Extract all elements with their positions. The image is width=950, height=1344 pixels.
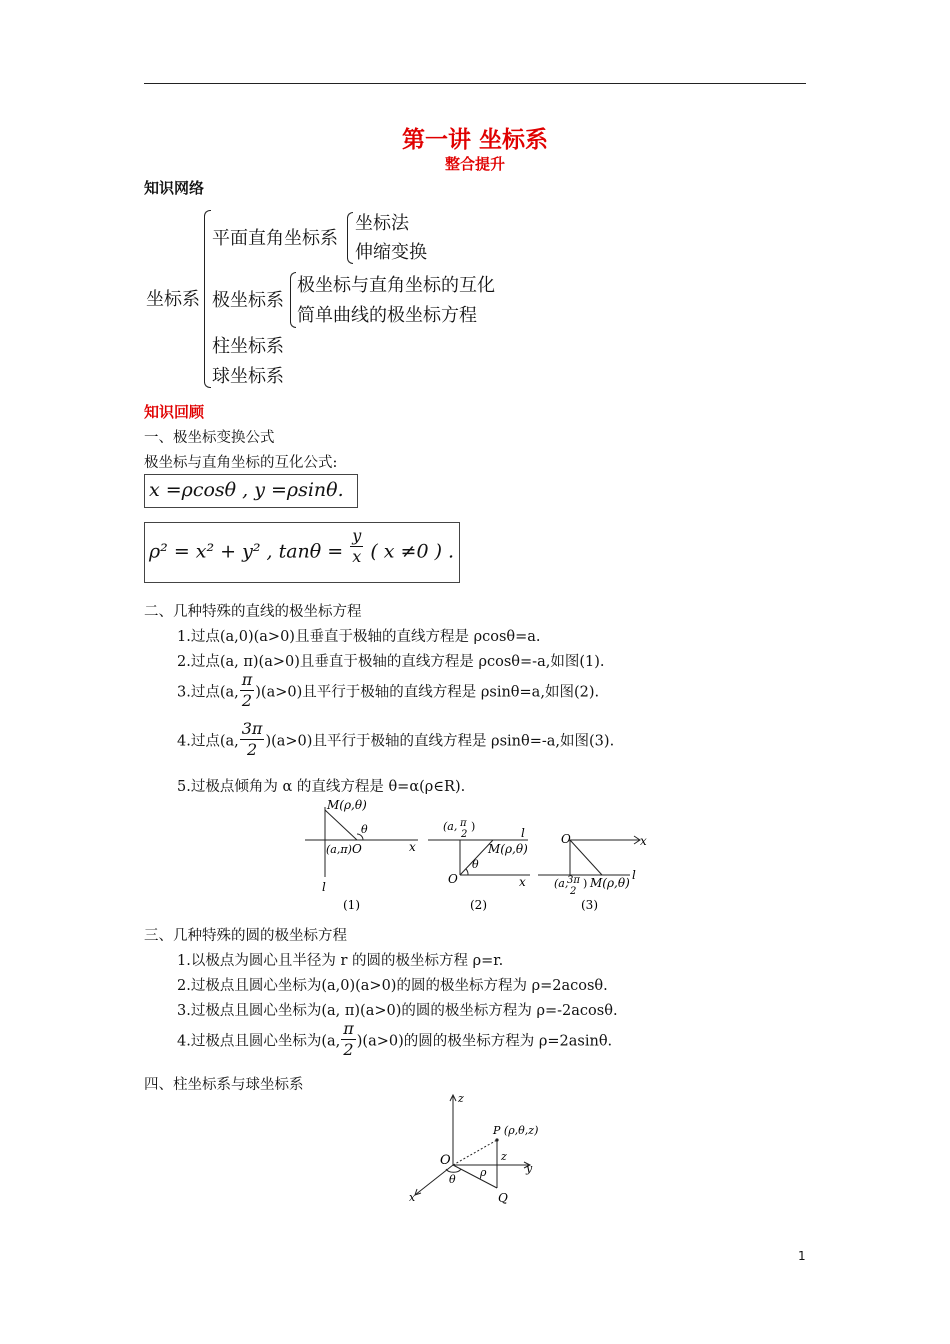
line-item-3 [177, 670, 600, 710]
section-2-title: 二、几种特殊的直线的极坐标方程 [144, 604, 362, 620]
review-heading: 知识回顾 [144, 403, 205, 421]
tree-brace-plane [347, 212, 353, 264]
fig1-caption: (1) [343, 898, 360, 912]
cylindrical-figure [400, 1090, 560, 1210]
x-axis [415, 1165, 453, 1195]
circle-item-1: 1.以极点为圆心且半径为 r 的圆的极坐标方程 ρ=r. [177, 953, 504, 969]
fig2-label-theta: θ [472, 858, 479, 871]
fraction-denominator: 2 [343, 1040, 354, 1059]
fig1-label-o: O [352, 842, 362, 856]
fraction-denominator: 2 [247, 740, 258, 759]
fraction-denominator: 2 [241, 691, 253, 710]
fraction-numerator: 3π [241, 719, 263, 738]
header-rule [144, 83, 806, 84]
line-figures [300, 795, 700, 917]
line-item-4 [177, 719, 615, 759]
fig2-label-pi: π [460, 818, 467, 829]
label-z: z [501, 1150, 507, 1163]
line-item-2: 2.过点(a, π)(a>0)且垂直于极轴的直线方程是 ρcosθ=-a,如图(1). [177, 654, 605, 670]
tree-branch-cylindrical: 柱坐标系 [212, 336, 284, 357]
label-q: Q [498, 1191, 508, 1205]
fig1-label-l: l [322, 880, 326, 894]
cylindrical-axes [415, 1095, 530, 1195]
fig2-caption: (2) [470, 898, 487, 912]
fig3-label-close: ) [583, 877, 588, 890]
fig2-label-m: M(ρ,θ) [488, 842, 528, 856]
line-item-4-end: )(a>0)且平行于极轴的直线方程是 ρsinθ=-a,如图(3). [265, 733, 615, 750]
fig2-label-2: 2 [461, 829, 468, 840]
circle-item-3: 3.过极点且圆心坐标为(a, π)(a>0)的圆的极坐标方程为 ρ=-2acosθ. [177, 1003, 618, 1019]
line-item-4-start: 4.过点(a, [177, 733, 239, 750]
fig1-label-theta: θ [361, 823, 368, 836]
line-item-1: 1.过点(a,0)(a>0)且垂直于极轴的直线方程是 ρcosθ=a. [177, 629, 541, 645]
section-3-title: 三、几种特殊的圆的极坐标方程 [144, 928, 347, 944]
formula-2-denominator: x [352, 547, 362, 566]
fig3-label-o: O [561, 832, 571, 846]
line-item-5: 5.过极点倾角为 α 的直线方程是 θ=α(ρ∈R). [177, 779, 466, 795]
circle-item-4-end: )(a>0)的圆的极坐标方程为 ρ=2asinθ. [356, 1033, 613, 1050]
theta-arc [446, 1169, 461, 1172]
label-theta: θ [449, 1173, 456, 1186]
circle-item-4-fraction [341, 1021, 356, 1058]
label-rho: ρ [480, 1166, 487, 1179]
tree-brace-polar [290, 272, 296, 328]
fig2-label-l: l [521, 826, 525, 840]
network-heading: 知识网络 [144, 179, 205, 197]
formula-2-numerator: y [352, 526, 362, 545]
tree-branch-polar: 极坐标系 [212, 290, 284, 311]
tree-branch-spherical: 球坐标系 [212, 366, 284, 387]
fig3-label-2: 2 [570, 886, 577, 897]
fig3-caption: (3) [581, 898, 598, 912]
fig2-label-o: O [448, 872, 458, 886]
tree-leaf-conversion: 极坐标与直角坐标的互化 [297, 275, 495, 296]
formula-box-2 [144, 522, 460, 583]
fig2-angle-arc [466, 869, 468, 875]
formula-cartesian-to-polar [149, 526, 455, 566]
circle-item-4-start: 4.过极点且圆心坐标为(a, [177, 1033, 341, 1050]
fig3-label-3pi: 3π [567, 875, 580, 886]
fig1-label-a-pi: (a,π) [326, 843, 352, 856]
line-item-3-fraction [240, 672, 255, 709]
page-number: 1 [798, 1249, 806, 1263]
fig3-ray [570, 840, 602, 875]
page-title: 第一讲 坐标系 [401, 127, 548, 153]
fraction-numerator: π [343, 1019, 354, 1038]
formula-2-fraction [350, 528, 363, 565]
circle-item-4 [177, 1019, 613, 1059]
label-y: y [526, 1162, 533, 1175]
formula-polar-to-cartesian: x =ρcosθ , y =ρsinθ. [149, 479, 344, 501]
point-p [495, 1138, 498, 1141]
fig1-label-m: M(ρ,θ) [327, 798, 367, 812]
tree-leaf-curve-equation: 简单曲线的极坐标方程 [297, 305, 477, 326]
section-1-intro: 极坐标与直角坐标的互化公式: [144, 455, 338, 471]
fig1-label-x: x [409, 840, 416, 854]
fig3-label-l: l [632, 868, 636, 882]
oq-segment [453, 1165, 497, 1188]
label-o: O [440, 1153, 451, 1168]
fig2-label-close: ) [471, 820, 476, 833]
formula-2-left: ρ² = x² + y² , tanθ = [149, 540, 344, 563]
formula-2-right: ( x ≠0 ) . [370, 540, 455, 563]
tree-leaf-coordinate-method: 坐标法 [355, 213, 409, 234]
label-p: P (ρ,θ,z) [493, 1124, 539, 1137]
fig3-label-a: (a, [554, 877, 569, 890]
figure-3 [538, 836, 640, 875]
section-4-title: 四、柱坐标系与球坐标系 [144, 1077, 304, 1093]
circle-item-2: 2.过极点且圆心坐标为(a,0)(a>0)的圆的极坐标方程为 ρ=2acosθ. [177, 978, 608, 994]
tree-brace-main [204, 210, 211, 388]
tree-branch-plane: 平面直角坐标系 [212, 228, 338, 249]
op-segment [453, 1140, 497, 1165]
fig1-ray [325, 810, 357, 840]
tree-leaf-stretch: 伸缩变换 [355, 242, 427, 263]
fraction-numerator: π [241, 670, 253, 689]
formula-box-1 [144, 474, 358, 508]
fig2-label-x: x [519, 875, 526, 889]
fig3-label-m: M(ρ,θ) [590, 876, 630, 890]
section-1-title: 一、极坐标变换公式 [144, 430, 275, 446]
line-item-4-fraction [240, 721, 265, 758]
label-z-axis: z [458, 1092, 464, 1105]
line-item-3-start: 3.过点(a, [177, 684, 239, 701]
line-item-3-end: )(a>0)且平行于极轴的直线方程是 ρsinθ=a,如图(2). [255, 684, 600, 701]
tree-root: 坐标系 [146, 289, 200, 310]
fig2-label-a: (a, [443, 820, 458, 833]
page-subtitle: 整合提升 [444, 155, 505, 173]
fig3-label-x: x [640, 834, 647, 848]
label-x: x [409, 1191, 416, 1204]
